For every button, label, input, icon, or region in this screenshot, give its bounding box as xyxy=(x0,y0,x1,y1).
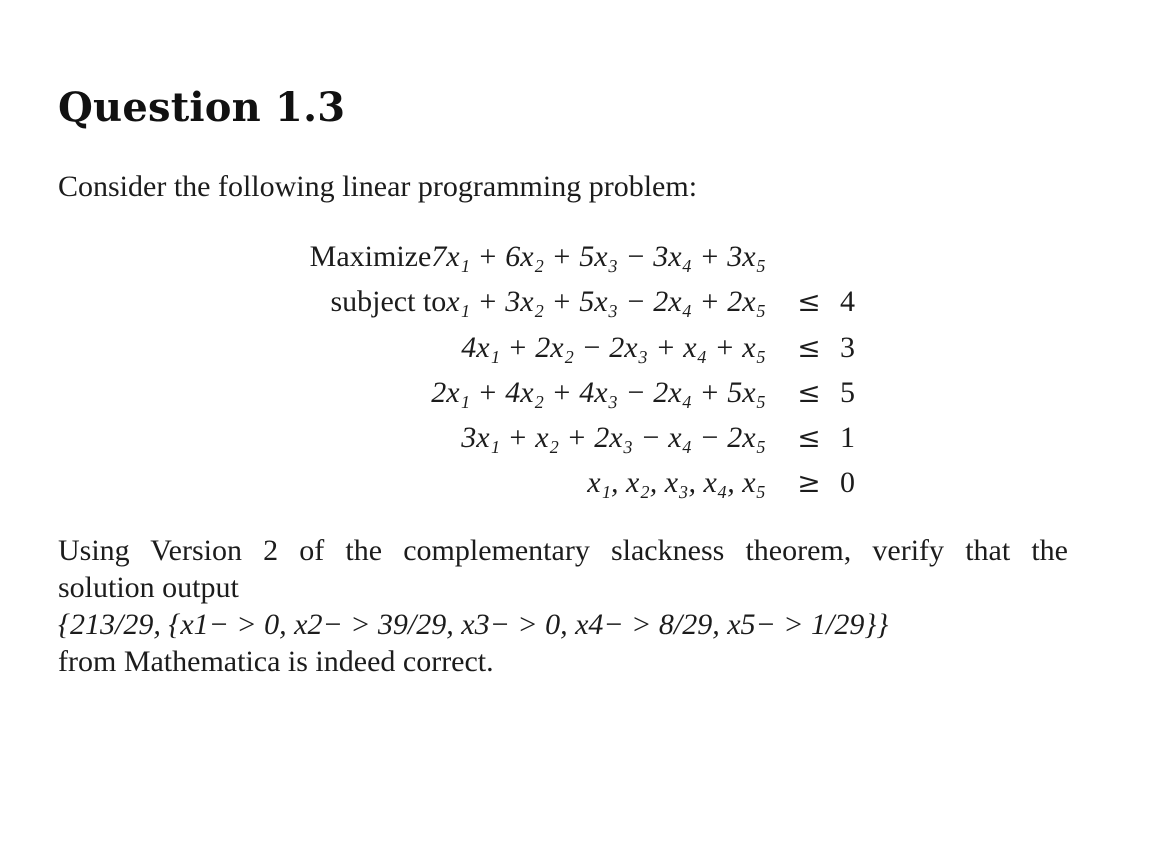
constraint-3-expression: 2x₁ + 4x₂ + 4x₃ − 2x₄ + 5x₅ xyxy=(431,376,766,409)
mathematica-output: {213/29, {x1− > 0, x2− > 39/29, x3− > 0, x4− > 8/29, x5− > 1/29}} xyxy=(58,608,889,641)
constraint-label: subject to xyxy=(330,285,447,318)
nonnegativity-lhs xyxy=(587,460,766,505)
constraint-4-expression: 3x₁ + x₂ + 2x₃ − x₄ − 2x₅ xyxy=(461,421,766,454)
objective-lhs xyxy=(310,234,766,279)
constraint-4-relation: ≤ xyxy=(797,421,821,454)
constraint-3-relation: ≤ xyxy=(797,376,821,409)
constraint-row-3 xyxy=(58,370,1068,415)
objective-relation xyxy=(794,234,824,279)
constraint-1-lhs xyxy=(330,279,766,324)
constraint-1-relation: ≤ xyxy=(797,285,821,318)
nonnegativity-relation: ≥ xyxy=(797,466,821,499)
linear-program-system xyxy=(58,234,1068,504)
instruction-paragraph xyxy=(58,532,1068,680)
constraint-2-expression: 4x₁ + 2x₂ − 2x₃ + x₄ + x₅ xyxy=(461,331,766,364)
instruction-line-2: solution output xyxy=(58,571,239,604)
constraint-1-expression: x₁ + 3x₂ + 5x₃ − 2x₄ + 2x₅ xyxy=(446,285,766,318)
constraint-row-2 xyxy=(58,325,1068,370)
intro-paragraph: Consider the following linear programming problem: xyxy=(58,170,698,203)
constraint-2-lhs xyxy=(461,325,766,370)
constraint-4-lhs xyxy=(461,415,766,460)
constraint-3-rhs: 5 xyxy=(840,376,855,409)
objective-row xyxy=(58,234,1068,279)
document-page xyxy=(58,0,1068,851)
constraint-3-lhs xyxy=(431,370,766,415)
constraint-1-rhs: 4 xyxy=(840,285,855,318)
constraint-2-rhs: 3 xyxy=(840,331,855,364)
constraint-row-1 xyxy=(58,279,1068,324)
nonnegativity-expression: x₁, x₂, x₃, x₄, x₅ xyxy=(587,466,766,499)
question-heading: Question 1.3 xyxy=(58,84,346,131)
constraint-2-relation: ≤ xyxy=(797,331,821,364)
constraint-4-rhs: 1 xyxy=(840,421,855,454)
objective-label: Maximize xyxy=(309,240,432,273)
instruction-line-1: Using Version 2 of the complementary slackness theorem, verify that the xyxy=(58,534,1068,567)
nonnegativity-rhs: 0 xyxy=(840,466,855,499)
objective-expression: 7x₁ + 6x₂ + 5x₃ − 3x₄ + 3x₅ xyxy=(431,240,766,273)
constraint-row-4 xyxy=(58,415,1068,460)
nonnegativity-row xyxy=(58,460,1068,505)
instruction-line-4: from Mathematica is indeed correct. xyxy=(58,645,494,678)
